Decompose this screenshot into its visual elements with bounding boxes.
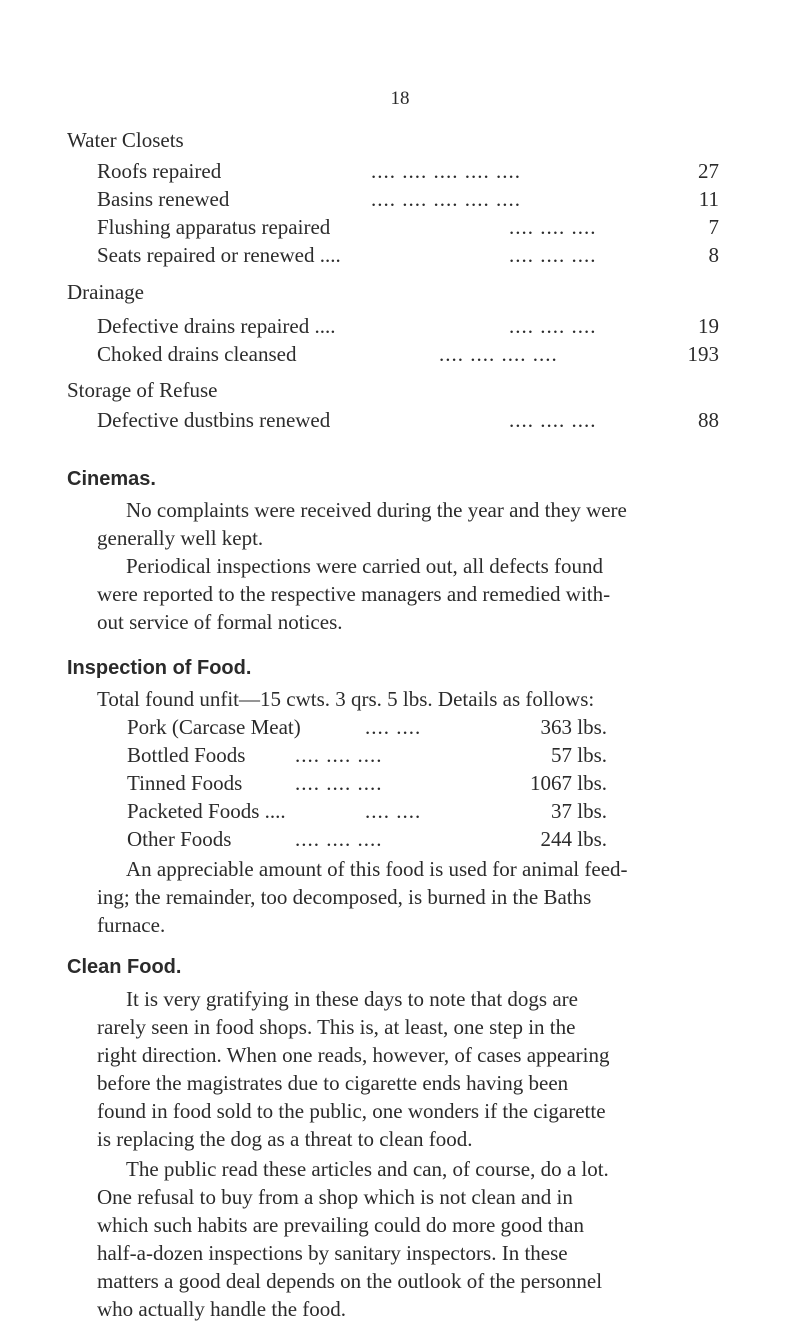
item-label: Packeted Foods ....	[127, 799, 286, 823]
text-line: matters a good deal depends on the outlook of the personnel	[97, 1269, 603, 1293]
text-line: right direction. When one reads, however, of cases appearing	[97, 1043, 610, 1067]
text-line: were reported to the respective managers and remedied with-	[97, 582, 611, 606]
leader-dots: .... ....	[365, 715, 422, 739]
water-closets-heading: Water Closets	[67, 128, 184, 152]
item-label: Seats repaired or renewed ....	[97, 243, 341, 267]
item-value: 8	[708, 243, 719, 267]
item-label: Defective drains repaired ....	[97, 314, 336, 338]
text-line: is replacing the dog as a threat to clean food.	[97, 1127, 473, 1151]
inspection-of-food-heading: Inspection of Food.	[67, 657, 252, 679]
item-label: Defective dustbins renewed	[97, 408, 331, 432]
item-label: Bottled Foods	[127, 743, 246, 767]
item-label: Roofs repaired	[97, 159, 222, 183]
item-value: 244 lbs.	[540, 827, 607, 851]
item-label: Other Foods	[127, 827, 232, 851]
text-line: generally well kept.	[97, 526, 264, 550]
leader-dots: .... .... .... .... ....	[371, 187, 521, 211]
page-number: 18	[390, 88, 410, 109]
clean-food-paragraph-2	[97, 1155, 719, 1323]
item-label: Basins renewed	[97, 187, 230, 211]
leader-dots: .... .... ....	[509, 408, 597, 432]
storage-of-refuse-heading: Storage of Refuse	[67, 378, 218, 402]
text-line: which such habits are prevailing could do more good than	[97, 1213, 584, 1237]
leader-dots: .... .... ....	[509, 215, 597, 239]
text-line: out service of formal notices.	[97, 610, 343, 634]
item-value: 7	[708, 215, 719, 239]
drainage-heading: Drainage	[67, 280, 144, 304]
text-line: An appreciable amount of this food is used for animal feed-	[126, 857, 628, 881]
item-value: 363 lbs.	[540, 715, 607, 739]
item-value: 11	[698, 187, 719, 211]
item-label: Tinned Foods	[127, 771, 243, 795]
text-line: found in food sold to the public, one wonders if the cigarette	[97, 1099, 606, 1123]
clean-food-heading: Clean Food.	[67, 956, 182, 978]
text-line: No complaints were received during the year and they were	[126, 498, 627, 522]
item-label: Pork (Carcase Meat)	[127, 715, 301, 739]
leader-dots: .... .... ....	[509, 243, 597, 267]
cinemas-paragraph-2	[97, 552, 719, 636]
item-value: 88	[698, 408, 719, 432]
leader-dots: .... .... .... .... ....	[371, 159, 521, 183]
item-value: 27	[698, 159, 719, 183]
cinemas-paragraph-1	[97, 496, 719, 552]
leader-dots: .... .... ....	[295, 771, 383, 795]
item-value: 193	[687, 342, 719, 366]
item-value: 57 lbs.	[550, 743, 607, 767]
item-value: 37 lbs.	[550, 799, 607, 823]
leader-dots: .... .... ....	[509, 314, 597, 338]
text-line: rarely seen in food shops. This is, at least, one step in the	[97, 1015, 576, 1039]
leader-dots: .... ....	[365, 799, 422, 823]
text-line: It is very gratifying in these days to note that dogs are	[126, 987, 578, 1011]
text-line: before the magistrates due to cigarette ends having been	[97, 1071, 569, 1095]
text-line: half-a-dozen inspections by sanitary inspectors. In these	[97, 1241, 568, 1265]
text-line: furnace.	[97, 913, 166, 937]
clean-food-paragraph-1	[97, 985, 719, 1153]
item-value: 1067 lbs.	[529, 771, 607, 795]
cinemas-heading: Cinemas.	[67, 468, 156, 490]
leader-dots: .... .... .... ....	[439, 342, 558, 366]
text-line: Periodical inspections were carried out, all defects found	[126, 554, 603, 578]
text-line: ing; the remainder, too decomposed, is burned in the Baths	[97, 885, 592, 909]
item-value: 19	[698, 314, 719, 338]
leader-dots: .... .... ....	[295, 827, 383, 851]
text-line: who actually handle the food.	[97, 1297, 347, 1321]
leader-dots: .... .... ....	[295, 743, 383, 767]
text-line: The public read these articles and can, of course, do a lot.	[126, 1157, 609, 1181]
item-label: Choked drains cleansed	[97, 342, 297, 366]
item-label: Flushing apparatus repaired	[97, 215, 331, 239]
text-line: One refusal to buy from a shop which is not clean and in	[97, 1185, 573, 1209]
inspection-intro: Total found unfit—15 cwts. 3 qrs. 5 lbs. Details as follows:	[97, 687, 595, 711]
inspection-closing	[97, 855, 719, 939]
